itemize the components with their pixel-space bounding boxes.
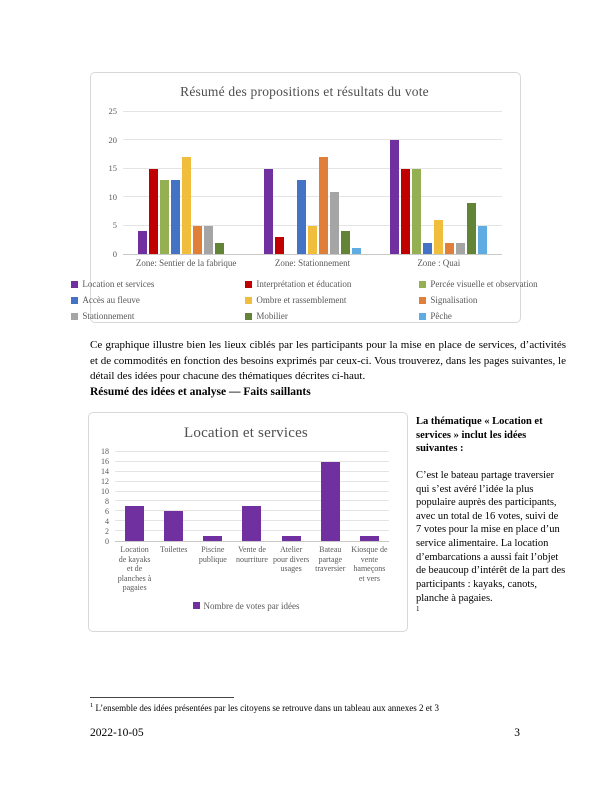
bar (341, 231, 350, 254)
footnote-divider (90, 697, 234, 698)
bar (401, 169, 410, 254)
bar (456, 243, 465, 254)
y-axis-label: 5 (112, 220, 117, 231)
legend-swatch-icon (245, 297, 252, 304)
chart-plot-area (93, 447, 399, 546)
bar (423, 243, 432, 254)
category-label: Location de kayaks et de planches à pagaies (117, 545, 152, 593)
legend-swatch-icon (419, 297, 426, 304)
sidebar-text-column (416, 412, 566, 632)
y-axis-label: 20 (108, 134, 117, 145)
bar (242, 506, 261, 541)
y-axis-label: 15 (108, 163, 117, 174)
category-label: Piscine publique (198, 545, 227, 564)
legend-item (71, 311, 231, 321)
y-axis-label: 14 (101, 467, 109, 476)
body-paragraph: Ce graphique illustre bien les lieux ciblés par les participants pour la mise en place de services, d’activités et de commodités en fonction des besoins exprimés par ceux-ci. Vous trouverez, dans les pages suivantes, le détail des idées pour chacune des thématiques décrites ci-haut. (90, 339, 566, 383)
bar-group (232, 452, 271, 541)
legend-item (419, 279, 537, 289)
bar (215, 243, 224, 254)
bar-group (154, 452, 193, 541)
category-label: Zone: Sentier de la fabrique (135, 258, 237, 268)
y-axis-label: 8 (105, 497, 109, 507)
bar (125, 506, 144, 541)
y-axis (97, 106, 123, 259)
legend-item (419, 295, 537, 305)
location-services-chart (88, 412, 408, 632)
category-axis (115, 545, 399, 593)
legend-label: Mobilier (256, 311, 288, 321)
legend-swatch-icon (71, 313, 78, 320)
y-axis-label: 0 (105, 537, 109, 546)
footnote-reference: 1 (416, 605, 420, 614)
bar (275, 237, 284, 254)
legend-item (71, 295, 231, 305)
bar-group (272, 452, 311, 541)
bar (171, 180, 180, 254)
bar (412, 169, 421, 254)
legend-item (245, 311, 405, 321)
legend-item (71, 279, 231, 289)
y-axis-label: 12 (101, 477, 109, 487)
y-axis-label: 2 (105, 527, 109, 537)
legend-swatch-icon (245, 281, 252, 288)
y-axis-label: 10 (101, 487, 109, 496)
footer-date: 2022-10-05 (90, 727, 144, 739)
y-axis-label: 16 (101, 457, 109, 467)
legend (82, 279, 538, 321)
page-footer (90, 727, 520, 739)
legend-swatch-icon (245, 313, 252, 320)
legend-label: Pêche (430, 311, 452, 321)
sidebar-intro: La thématique « Location et services » inclut les idées suivantes : (416, 416, 543, 455)
bar (160, 180, 169, 254)
category-label: Zone: Stationnement (274, 258, 351, 268)
footnote-marker: 1 (90, 702, 94, 709)
bar (321, 462, 340, 541)
legend (93, 601, 399, 611)
chart-plot-area (97, 106, 512, 259)
vote-results-chart (82, 72, 538, 323)
legend-item (245, 295, 405, 305)
bar (330, 192, 339, 254)
bar (467, 203, 476, 254)
y-axis-label: 0 (112, 249, 117, 259)
category-label: Vente de nourriture (235, 545, 268, 564)
y-axis (93, 447, 115, 546)
bar (390, 140, 399, 254)
footnote-text (90, 702, 566, 713)
footer-page-number: 3 (514, 727, 520, 739)
chart-title: Location et services (184, 425, 308, 441)
bar (478, 226, 487, 254)
bar-group (376, 112, 502, 254)
y-axis-label: 18 (101, 447, 109, 456)
bar (138, 231, 147, 254)
bar (164, 511, 183, 541)
chart-and-sidebar-row (88, 412, 566, 632)
category-label: Toilettes (159, 545, 188, 554)
bar (445, 243, 454, 254)
bar (182, 157, 191, 254)
bar-group (193, 452, 232, 541)
bar (434, 220, 443, 254)
bar-group (249, 112, 375, 254)
bar-group (123, 112, 249, 254)
bar (149, 169, 158, 254)
y-axis-label: 4 (105, 517, 109, 527)
category-label: Bateau partage traversier (315, 545, 346, 574)
category-axis (123, 258, 512, 268)
legend-swatch-icon (419, 313, 426, 320)
section-heading: Résumé des idées et analyse — Faits saillants (90, 386, 311, 398)
bar (360, 536, 379, 541)
legend-label: Percée visuelle et observation (430, 279, 538, 289)
bar (297, 180, 306, 254)
chart-title: Résumé des propositions et résultats du vote (180, 84, 429, 99)
y-axis-label: 6 (105, 507, 109, 517)
legend-swatch-icon (71, 281, 78, 288)
bar-group (311, 452, 350, 541)
bar-group (350, 452, 389, 541)
footnote-block (90, 697, 566, 713)
bar (204, 226, 213, 254)
y-axis-label: 10 (108, 191, 117, 202)
legend-label: Accès au fleuve (82, 295, 140, 305)
bar (203, 536, 222, 541)
plot (115, 452, 389, 542)
footnote-body: L’ensemble des idées présentées par les citoyens se retrouve dans un tableau aux annexes 2 et 3 (95, 703, 440, 713)
bar (319, 157, 328, 254)
plot (123, 112, 502, 255)
y-axis-label: 25 (108, 106, 117, 116)
legend-item (419, 311, 537, 321)
bar (308, 226, 317, 254)
legend-label: Interprétation et éducation (256, 279, 352, 289)
legend-swatch-icon (419, 281, 426, 288)
bar-groups (123, 112, 502, 254)
sidebar-body (416, 469, 566, 621)
legend-label: Nombre de votes par idées (203, 600, 300, 611)
bar-groups (115, 452, 389, 541)
bar-group (115, 452, 154, 541)
legend-item (193, 601, 300, 611)
legend-label: Signalisation (430, 295, 478, 305)
legend-label: Ombre et rassemblement (256, 295, 347, 305)
legend-item (245, 279, 405, 289)
sidebar-body-text: C’est le bateau partage traversier qui s’est avéré l’idée la plus populaire auprès des participants, avec un total de 16 votes, suivi de 7 votes pour la mise en place d’un service alimentaire. La location d’embarcations a aussi fait l’objet de beaucoup d’intérêt de la part des participants : kayaks, canots, planche à pagaies. (416, 469, 566, 604)
category-label: Atelier pour divers usages (273, 545, 310, 574)
bar (352, 248, 361, 254)
category-label: Kiosque de vente hameçons et vers (351, 545, 388, 583)
legend-label: Location et services (82, 279, 155, 289)
legend-label: Stationnement (82, 311, 135, 321)
bar (282, 536, 301, 541)
category-label: Zone : Quai (417, 258, 461, 268)
bar (264, 169, 273, 254)
legend-swatch-icon (71, 297, 78, 304)
legend-swatch-icon (193, 602, 200, 609)
bar (193, 226, 202, 254)
